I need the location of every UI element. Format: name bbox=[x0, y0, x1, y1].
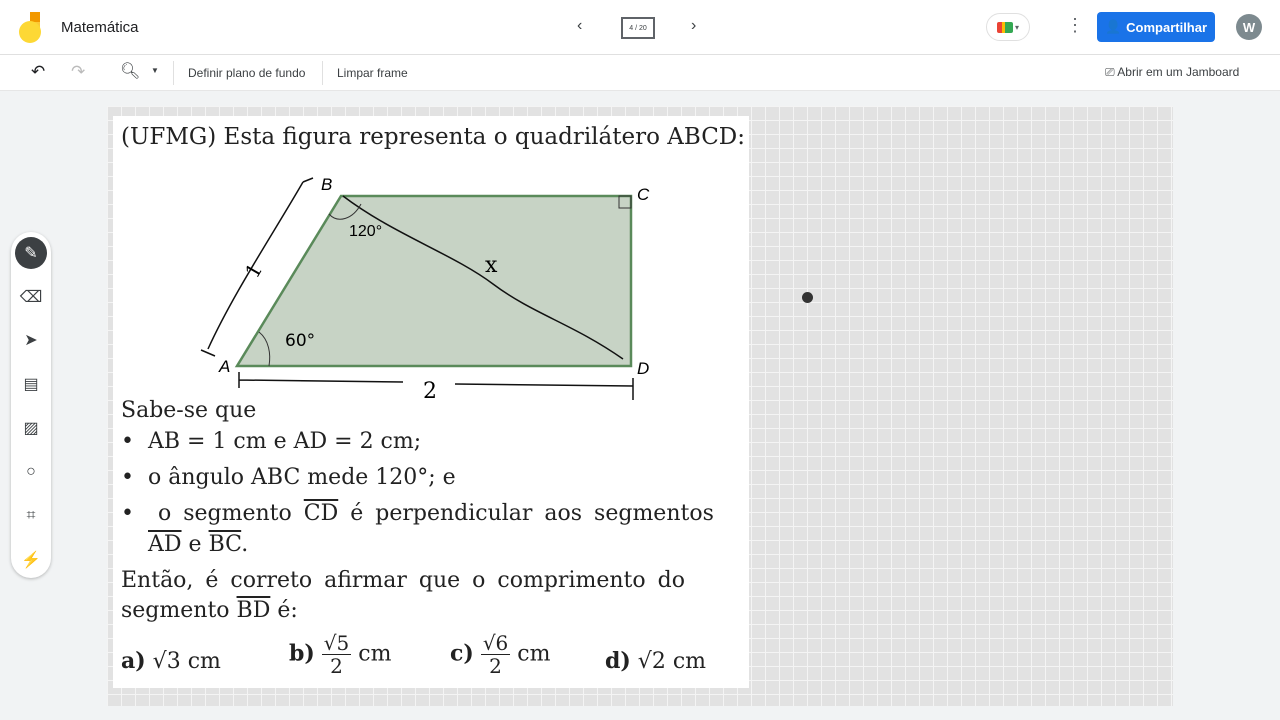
pen-tool-icon[interactable]: ✎ bbox=[15, 237, 47, 269]
question-line-2: segmento $\overline{BD}$ é: bbox=[121, 598, 298, 623]
app-header bbox=[0, 0, 1280, 55]
side-ad-label: 2 bbox=[423, 379, 437, 404]
avatar[interactable]: W bbox=[1236, 14, 1262, 40]
select-tool-icon[interactable]: ➤ bbox=[24, 332, 38, 349]
toolbar bbox=[0, 55, 1280, 91]
vertex-a: A bbox=[219, 357, 231, 376]
open-label: Abrir em um Jamboard bbox=[1117, 65, 1240, 79]
document-title[interactable]: Matemática bbox=[61, 19, 139, 36]
angle-a-label: 60° bbox=[285, 331, 316, 351]
redo-icon[interactable]: ↷ bbox=[71, 62, 86, 81]
shape-tool-icon[interactable]: ○ bbox=[26, 463, 36, 480]
option-b: b) $\frac{√5}{2}$ cm bbox=[289, 631, 392, 678]
bullet-1: • AB = 1 cm e AD = 2 cm; bbox=[121, 429, 422, 454]
meet-icon bbox=[997, 22, 1013, 33]
option-c: c) $\frac{√6}{2}$ cm bbox=[450, 631, 551, 678]
problem-heading: (UFMG) Esta figura representa o quadrilátero ABCD: bbox=[121, 124, 745, 150]
option-d: d) √2 cm bbox=[605, 648, 706, 674]
vertex-b: B bbox=[321, 175, 333, 194]
zoom-dropdown-icon[interactable]: ▼ bbox=[151, 66, 159, 75]
frame-counter-button[interactable] bbox=[621, 17, 655, 39]
open-in-jamboard-button[interactable] bbox=[1105, 65, 1239, 80]
sticky-note-icon[interactable]: ▤ bbox=[23, 376, 39, 393]
option-a: a) √3 cm bbox=[121, 648, 221, 674]
meet-button[interactable] bbox=[986, 13, 1030, 41]
problem-image bbox=[113, 116, 749, 688]
quadrilateral-figure bbox=[193, 174, 673, 404]
laser-tool-icon[interactable]: ⚡ bbox=[21, 552, 41, 569]
divider bbox=[173, 61, 174, 85]
side-ab-label: 1 bbox=[240, 258, 268, 282]
undo-icon[interactable]: ↶ bbox=[31, 62, 46, 81]
set-background-button[interactable]: Definir plano de fundo bbox=[188, 66, 306, 80]
bullet-3: • o segmento $\overline{CD}$ é perpendicular aos segmentos bbox=[121, 501, 714, 526]
tool-palette bbox=[11, 232, 51, 578]
zoom-icon[interactable]: 🔍︎ bbox=[120, 63, 141, 80]
eraser-tool-icon[interactable]: ⌫ bbox=[19, 289, 43, 306]
bullet-2: • o ângulo ABC mede 120°; e bbox=[121, 465, 456, 490]
intro-text: Sabe-se que bbox=[121, 398, 257, 423]
divider bbox=[322, 61, 323, 85]
jamboard-logo-icon[interactable] bbox=[18, 12, 42, 44]
person-icon: 👤 bbox=[1104, 19, 1122, 34]
share-button[interactable] bbox=[1097, 12, 1215, 42]
cast-icon: ⎚ bbox=[1105, 65, 1118, 79]
chevron-down-icon: ▾ bbox=[1014, 22, 1019, 32]
angle-b-label: 120° bbox=[349, 223, 383, 240]
more-options-icon[interactable]: ⋮ bbox=[1066, 15, 1084, 35]
question-line-1: Então, é correto afirmar que o comprimento do bbox=[121, 568, 685, 593]
bullet-3-cont: $\overline{AD}$ e $\overline{BC}$. bbox=[148, 532, 249, 557]
vertex-c: C bbox=[637, 185, 650, 204]
clear-frame-button[interactable]: Limpar frame bbox=[337, 66, 408, 80]
image-tool-icon[interactable]: ▨ bbox=[23, 420, 39, 437]
next-frame-button[interactable]: › bbox=[691, 17, 697, 34]
text-box-icon[interactable]: ⌗ bbox=[26, 507, 36, 524]
vertex-d: D bbox=[637, 359, 650, 378]
previous-frame-button[interactable]: ‹ bbox=[577, 17, 583, 34]
laser-dot bbox=[802, 292, 813, 303]
diagonal-label: x bbox=[485, 253, 498, 278]
share-label: Compartilhar bbox=[1126, 19, 1208, 35]
frame-counter: 4 / 20 bbox=[629, 24, 647, 32]
